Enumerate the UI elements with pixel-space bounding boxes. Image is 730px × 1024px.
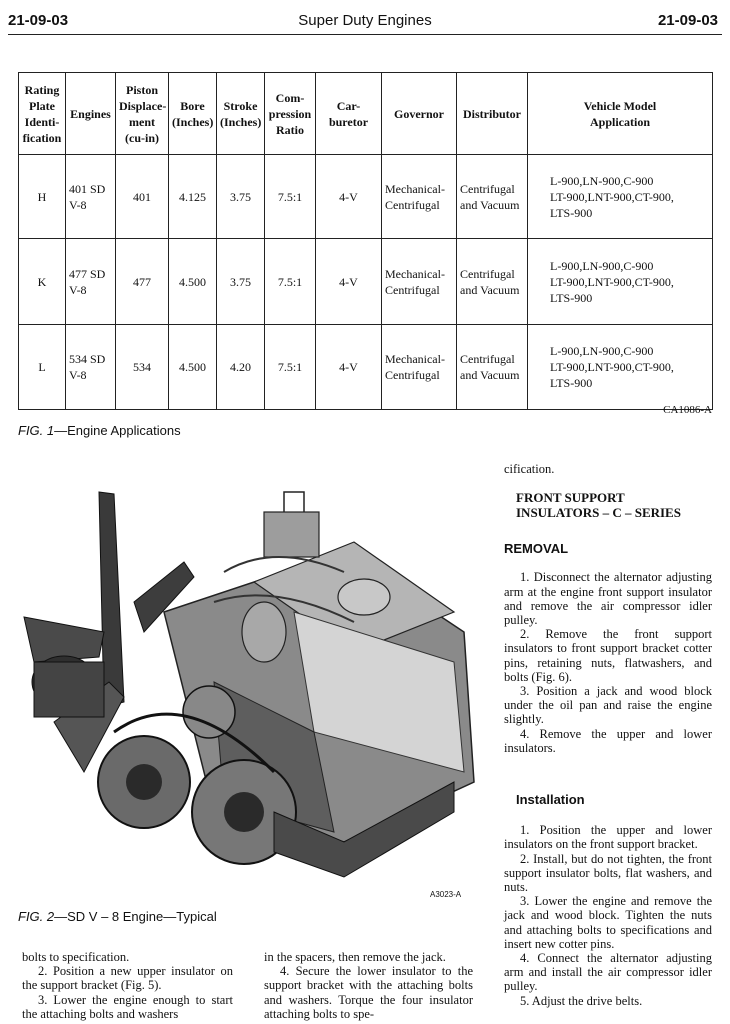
list-item: 2. Remove the front support insulators to front support bracket cotter pins, retaining nuts, flatwashers, and bolts (Fig. 6).	[504, 627, 712, 684]
cell-governor: Mechanical- Centrifugal	[382, 155, 457, 239]
cell-stroke: 3.75	[217, 155, 265, 239]
cell-displacement: 401	[116, 155, 169, 239]
cell-application: L-900,LN-900,C-900 LT-900,LNT-900,CT-900, LTS-900	[528, 325, 713, 410]
removal-steps	[504, 570, 712, 755]
cell-bore: 4.500	[169, 239, 217, 325]
cell-application: L-900,LN-900,C-900 LT-900,LNT-900,CT-900, LTS-900	[528, 155, 713, 239]
section-title: FRONT SUPPORT INSULATORS – C – SERIES	[516, 490, 681, 521]
col-header-bore: Bore (Inches)	[169, 73, 217, 155]
left-text-column-2	[264, 950, 473, 1021]
cell-stroke: 3.75	[217, 239, 265, 325]
cell-governor: Mechanical- Centrifugal	[382, 239, 457, 325]
header-rule	[8, 34, 722, 35]
page-title: Super Duty Engines	[298, 12, 432, 29]
paragraph: 4. Secure the lower insulator to the support bracket with the attaching bolts and washers. Torque the four insulator attaching bolts to spe-	[264, 964, 473, 1021]
alternator	[32, 656, 104, 717]
engine-illustration	[14, 482, 484, 892]
cell-rating: H	[19, 155, 66, 239]
cell-carburetor: 4-V	[316, 239, 382, 325]
left-text-column-1	[22, 950, 233, 1021]
cell-compression: 7.5:1	[265, 239, 316, 325]
installation-heading: Installation	[516, 792, 585, 808]
engine-applications-table	[18, 72, 713, 410]
cell-distributor: Centrifugal and Vacuum	[457, 239, 528, 325]
paragraph: cification.	[504, 462, 555, 476]
col-header-application: Vehicle Model Application	[528, 73, 713, 155]
cell-distributor: Centrifugal and Vacuum	[457, 155, 528, 239]
col-header-rating: Rating Plate Identi- fication	[19, 73, 66, 155]
fig1-text: —Engine Applications	[54, 423, 181, 438]
paragraph: 3. Lower the engine enough to start the attaching bolts and washers	[22, 992, 233, 1021]
cell-compression: 7.5:1	[265, 325, 316, 410]
cell-compression: 7.5:1	[265, 155, 316, 239]
cell-governor: Mechanical- Centrifugal	[382, 325, 457, 410]
col-header-displacement: Piston Displace- ment (cu-in)	[116, 73, 169, 155]
list-item: 3. Lower the engine and remove the jack and wood block. Tighten the nuts and attaching bolts to specifications and insert new cotter pins.	[504, 894, 712, 951]
right-text-column	[504, 462, 712, 1008]
cell-engine: 477 SD V-8	[66, 239, 116, 325]
paragraph: in the spacers, then remove the jack.	[264, 950, 446, 964]
col-header-governor: Governor	[382, 73, 457, 155]
table-row	[19, 325, 713, 410]
fig2-text: —SD V – 8 Engine—Typical	[54, 909, 217, 924]
cell-engine: 401 SD V-8	[66, 155, 116, 239]
cell-rating: L	[19, 325, 66, 410]
paragraph: bolts to specification.	[22, 950, 130, 964]
list-item: 1. Disconnect the alternator adjusting arm at the engine front support insulator and remove the air compressor idler pulley.	[504, 570, 712, 628]
fig2-caption	[18, 909, 217, 924]
page-header	[0, 10, 730, 34]
cell-engine: 534 SD V-8	[66, 325, 116, 410]
cell-bore: 4.500	[169, 325, 217, 410]
cell-rating: K	[19, 239, 66, 325]
fig1-label: FIG. 1	[18, 423, 55, 438]
list-item: 5. Adjust the drive belts.	[520, 993, 643, 1008]
cell-carburetor: 4-V	[316, 155, 382, 239]
col-header-engines: Engines	[66, 73, 116, 155]
col-header-distributor: Distributor	[457, 73, 528, 155]
list-item: 4. Connect the alternator adjusting arm and install the air compressor idler pulley.	[504, 951, 712, 994]
col-header-compression: Com- pression Ratio	[265, 73, 316, 155]
table-figure-code: CA1086-A	[663, 404, 712, 416]
cell-bore: 4.125	[169, 155, 217, 239]
table-row	[19, 155, 713, 239]
installation-steps	[504, 823, 712, 1008]
removal-heading: REMOVAL	[504, 541, 569, 557]
col-header-stroke: Stroke (Inches)	[217, 73, 265, 155]
cell-displacement: 534	[116, 325, 169, 410]
fig2-label: FIG. 2	[18, 909, 55, 924]
list-item: 4. Remove the upper and lower insulators.	[504, 726, 712, 755]
fig1-caption	[18, 423, 181, 438]
table-header-row	[19, 73, 713, 155]
cell-displacement: 477	[116, 239, 169, 325]
list-item: 2. Install, but do not tighten, the front support insulator bolts, flat washers, and nuts.	[504, 851, 712, 895]
table-row	[19, 239, 713, 325]
fig2-image-code: A3023-A	[430, 890, 462, 899]
page-number-left: 21-09-03	[8, 12, 69, 29]
list-item: 3. Position a jack and wood block under the oil pan and raise the engine slightly.	[504, 684, 712, 727]
col-header-carburetor: Car- buretor	[316, 73, 382, 155]
cell-carburetor: 4-V	[316, 325, 382, 410]
cell-application: L-900,LN-900,C-900 LT-900,LNT-900,CT-900, LTS-900	[528, 239, 713, 325]
paragraph: 2. Position a new upper insulator on the support bracket (Fig. 5).	[22, 964, 233, 993]
list-item: 1. Position the upper and lower insulators on the front support bracket.	[504, 823, 712, 852]
page-number-right: 21-09-03	[657, 12, 718, 29]
cell-distributor: Centrifugal and Vacuum	[457, 325, 528, 410]
cell-stroke: 4.20	[217, 325, 265, 410]
